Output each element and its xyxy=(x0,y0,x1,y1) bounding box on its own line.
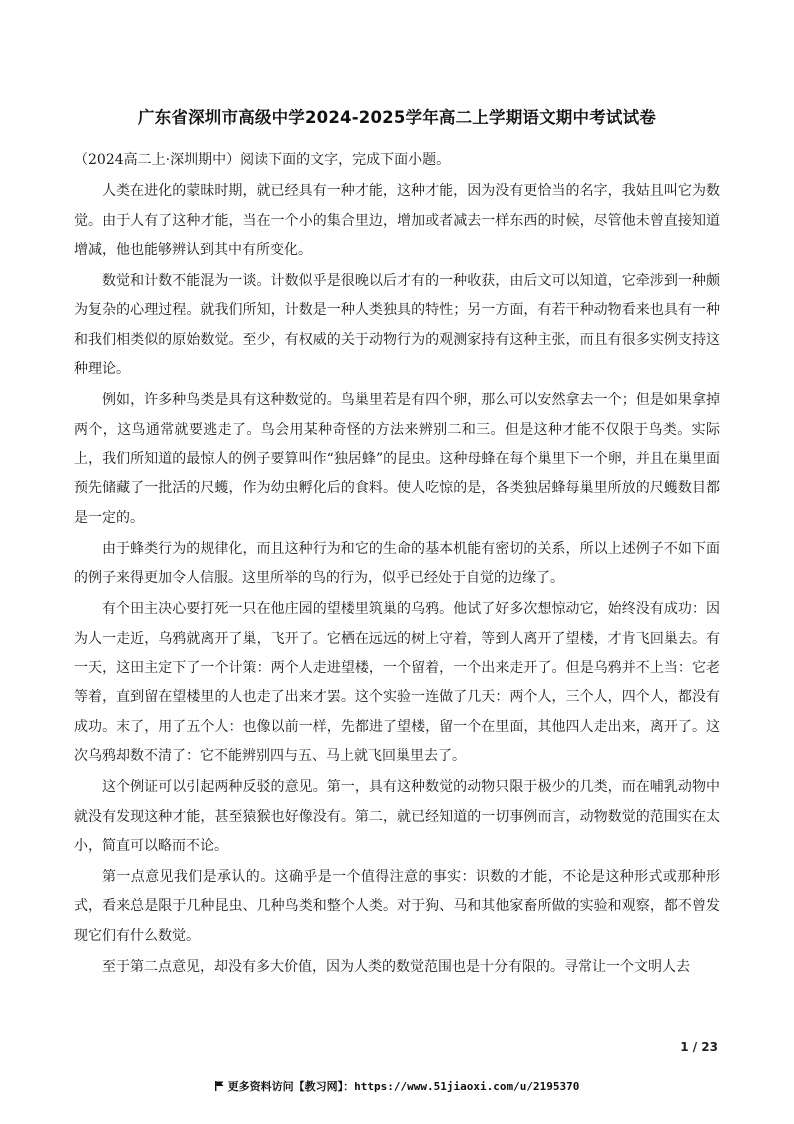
paragraph-4: 由于蜂类行为的规律化，而且这种行为和它的生命的基本机能有密切的关系，所以上述例子不如下面的例子来得更加令人信服。这里所举的鸟的行为，似乎已经处于自觉的边缘了。 xyxy=(74,540,720,587)
paragraph-2: 数觉和计数不能混为一谈。计数似乎是很晚以后才有的一种收获，由后文可以知道，它牵涉到一种颇为复杂的心理过程。就我们所知，计数是一种人类独具的特性；另一方面，有若干种动物看来也具有一种和我们相类似的原始数觉。至少，有权威的关于动物行为的观测家持有这种主张，而且有很多实例支持这种理论。 xyxy=(74,273,720,378)
paragraph-8: 至于第二点意见，却没有多大价值，因为人类的数觉范围也是十分有限的。寻常让一个文明人去 xyxy=(102,959,690,976)
document-body xyxy=(74,146,720,984)
paragraph-7: 第一点意见我们是承认的。这确乎是一个值得注意的事实：识数的才能，不论是这种形式或那种形式，看来总是限于几种昆虫、几种鸟类和整个人类。对于狗、马和其他家畜所做的实验和观察，都不曾发现它们有什么数觉。 xyxy=(74,869,720,944)
paragraph-5: 有个田主决心要打死一只在他庄园的望楼里筑巢的乌鸦。他试了好多次想惊动它，始终没有成功：因为人一走近，乌鸦就离开了巢，飞开了。它栖在远远的树上守着，等到人离开了望楼，才肯飞回巢去。有一天，这田主定下了一个计策：两个人走进望楼，一个留着，一个出来走开了。但是乌鸦并不上当：它老等着，直到留在望楼里的人也走了出来才罢。这个实验一连做了几天：两个人，三个人，四个人，都没有成功。末了，用了五个人：也像以前一样，先都进了望楼，留一个在里面，其他四人走出来，离开了。这次乌鸦却数不清了：它不能辨别四与五、马上就飞回巢里去了。 xyxy=(74,601,720,764)
question-intro: （2024高二上·深圳期中）阅读下面的文字，完成下面小题。 xyxy=(74,152,451,168)
page-number: 1 / 23 xyxy=(680,1040,718,1054)
paragraph-1: 人类在进化的蒙昧时期，就已经具有一种才能，这种才能，因为没有更恰当的名字，我姑且叫它为数觉。由于人有了这种才能，当在一个小的集合里边，增加或者减去一样东西的时候，尽管他未曾直接知道增减，他也能够辨认到其中有所变化。 xyxy=(74,183,720,258)
footer-text: 更多资料访问【教习网】：https://www.51jiaoxi.com/u/2195370 xyxy=(227,1080,580,1093)
paragraph-3: 例如，许多种鸟类是具有这种数觉的。鸟巢里若是有四个卵，那么可以安然拿去一个；但是如果拿掉两个，这鸟通常就要逃走了。鸟会用某种奇怪的方法来辨别二和三。但是这种才能不仅限于鸟类。实际上，我们所知道的最惊人的例子要算叫作“独居蜂”的昆虫。这种母蜂在每个巢里下一个卵，并且在巢里面预先储藏了一批活的尺蠖，作为幼虫孵化后的食料。使人吃惊的是，各类独居蜂每巢里所放的尺蠖数目都是一定的。 xyxy=(74,392,720,526)
paragraph-6: 这个例证可以引起两种反驳的意见。第一，具有这种数觉的动物只限于极少的几类，而在哺乳动物中就没有发现这种才能，甚至猿猴也好像没有。第二，就已经知道的一切事例而言，动物数觉的范围实在太小，简直可以略而不论。 xyxy=(74,779,720,854)
page-title: 广东省深圳市高级中学2024-2025学年高二上学期语文期中考试试卷 xyxy=(138,108,656,127)
footer-link[interactable] xyxy=(0,1078,794,1094)
flag-icon xyxy=(215,1081,224,1091)
